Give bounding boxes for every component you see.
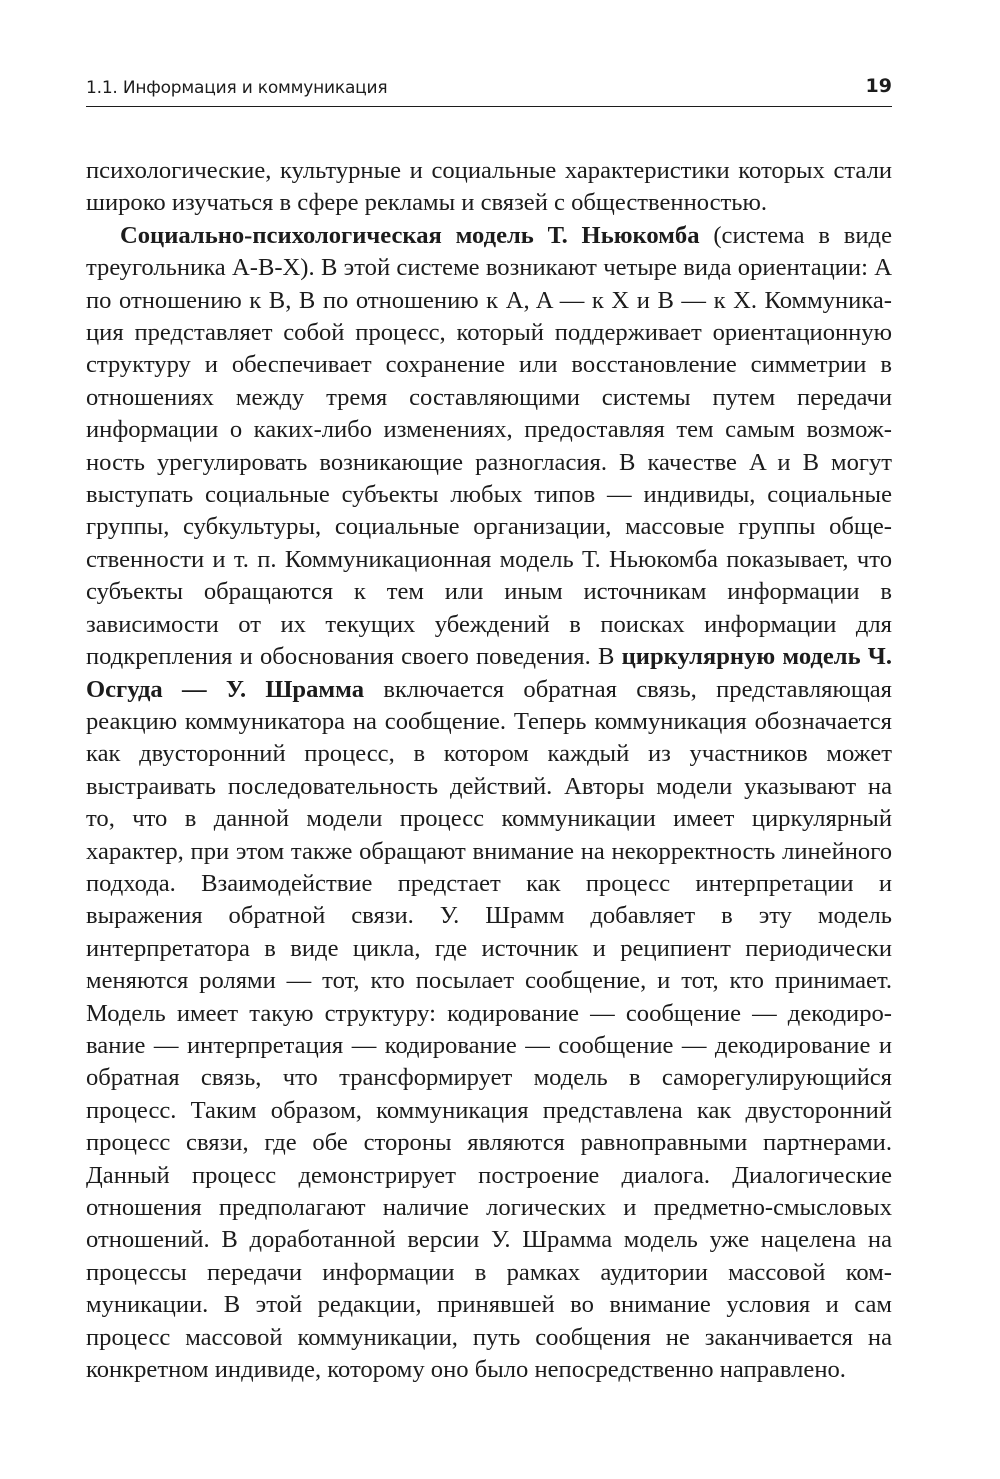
body-text — [86, 155, 892, 1386]
page-number: 19 — [865, 75, 892, 97]
running-title: 1.1. Информация и коммуникация — [86, 78, 388, 98]
osgood-schramm-model-term: циркулярную модель Ч. Осгуда — У. Шрамма — [86, 643, 892, 703]
paragraph-2-text-b: включается обратная связь, представляющая реакцию коммуникатора на сообщение. Теперь коммуникация обозначается как двусторонний процесс, в котором каждый из участников может выстраивать последовательность действий. Авторы модели указывают на то, что в данной модели процесс коммуникации имеет циркулярный характер, при этом также обращают внимание на некорректность линейного подхода. Взаимодействие предстает как процесс интерпретации и выражения обратной связи. У. Шрамм добавляет в эту модель интерпретатора в виде цикла, где источник и реципиент периодически меняются ролями — тот, кто посылает сообщение, и тот, кто принимает. Модель имеет такую структуру: кодирование — сообщение — декодирование — интерпретация — кодирование — сообщение — декодирование и обратная связь, что трансформирует модель в саморегулирующийся процесс. Таким образом, коммуникация представлена как двусторонний процесс связи, где обе стороны являются равноправными партнерами. Данный процесс демонстрирует построение диалога. Диалогические отношения предполагают наличие логических и предметно-смысловых отношений. В доработанной версии У. Шрамма модель уже нацелена на процессы передачи информации в рамках аудитории массовой коммуникации. В этой редакции, принявшей во внимание условия и сам процесс массовой коммуникации, путь сообщения не заканчивается на конкретном индивиде, которому оно было непосредственно направлено. — [86, 675, 892, 1384]
paragraph-1: психологические, культурные и социальные характеристики которых стали широко изучаться в сфере рекламы и связей с общественностью. — [86, 157, 892, 217]
running-header — [86, 76, 892, 100]
paragraph-2-text-a: (система в виде треугольника A-B-X). В этой системе возникают четыре вида ориентации: A по отношению к B, B по отношению к A, A — к X и B — к X. Коммуникация представляет собой процесс, который поддерживает ориентационную структуру и обеспечивает сохранение или восстановление симметрии в отношениях между тремя составляющими системы путем передачи информации о каких-либо изменениях, предоставляя тем самым возможность урегулировать возникающие разногласия. В качестве A и B могут выступать социальные субъекты любых типов — индивиды, социальные группы, субкультуры, социальные организации, массовые группы общественности и т. п. Коммуникационная модель Т. Ньюкомба показывает, что субъекты обращаются к тем или иным источникам информации в зависимости от их текущих убеждений в поисках информации для подкрепления и обоснования своего поведения. В — [86, 221, 892, 671]
newcomb-model-term: Социально-психологическая модель Т. Ньюкомба — [120, 221, 700, 249]
header-rule — [86, 106, 892, 107]
paragraph-2 — [86, 220, 892, 1387]
